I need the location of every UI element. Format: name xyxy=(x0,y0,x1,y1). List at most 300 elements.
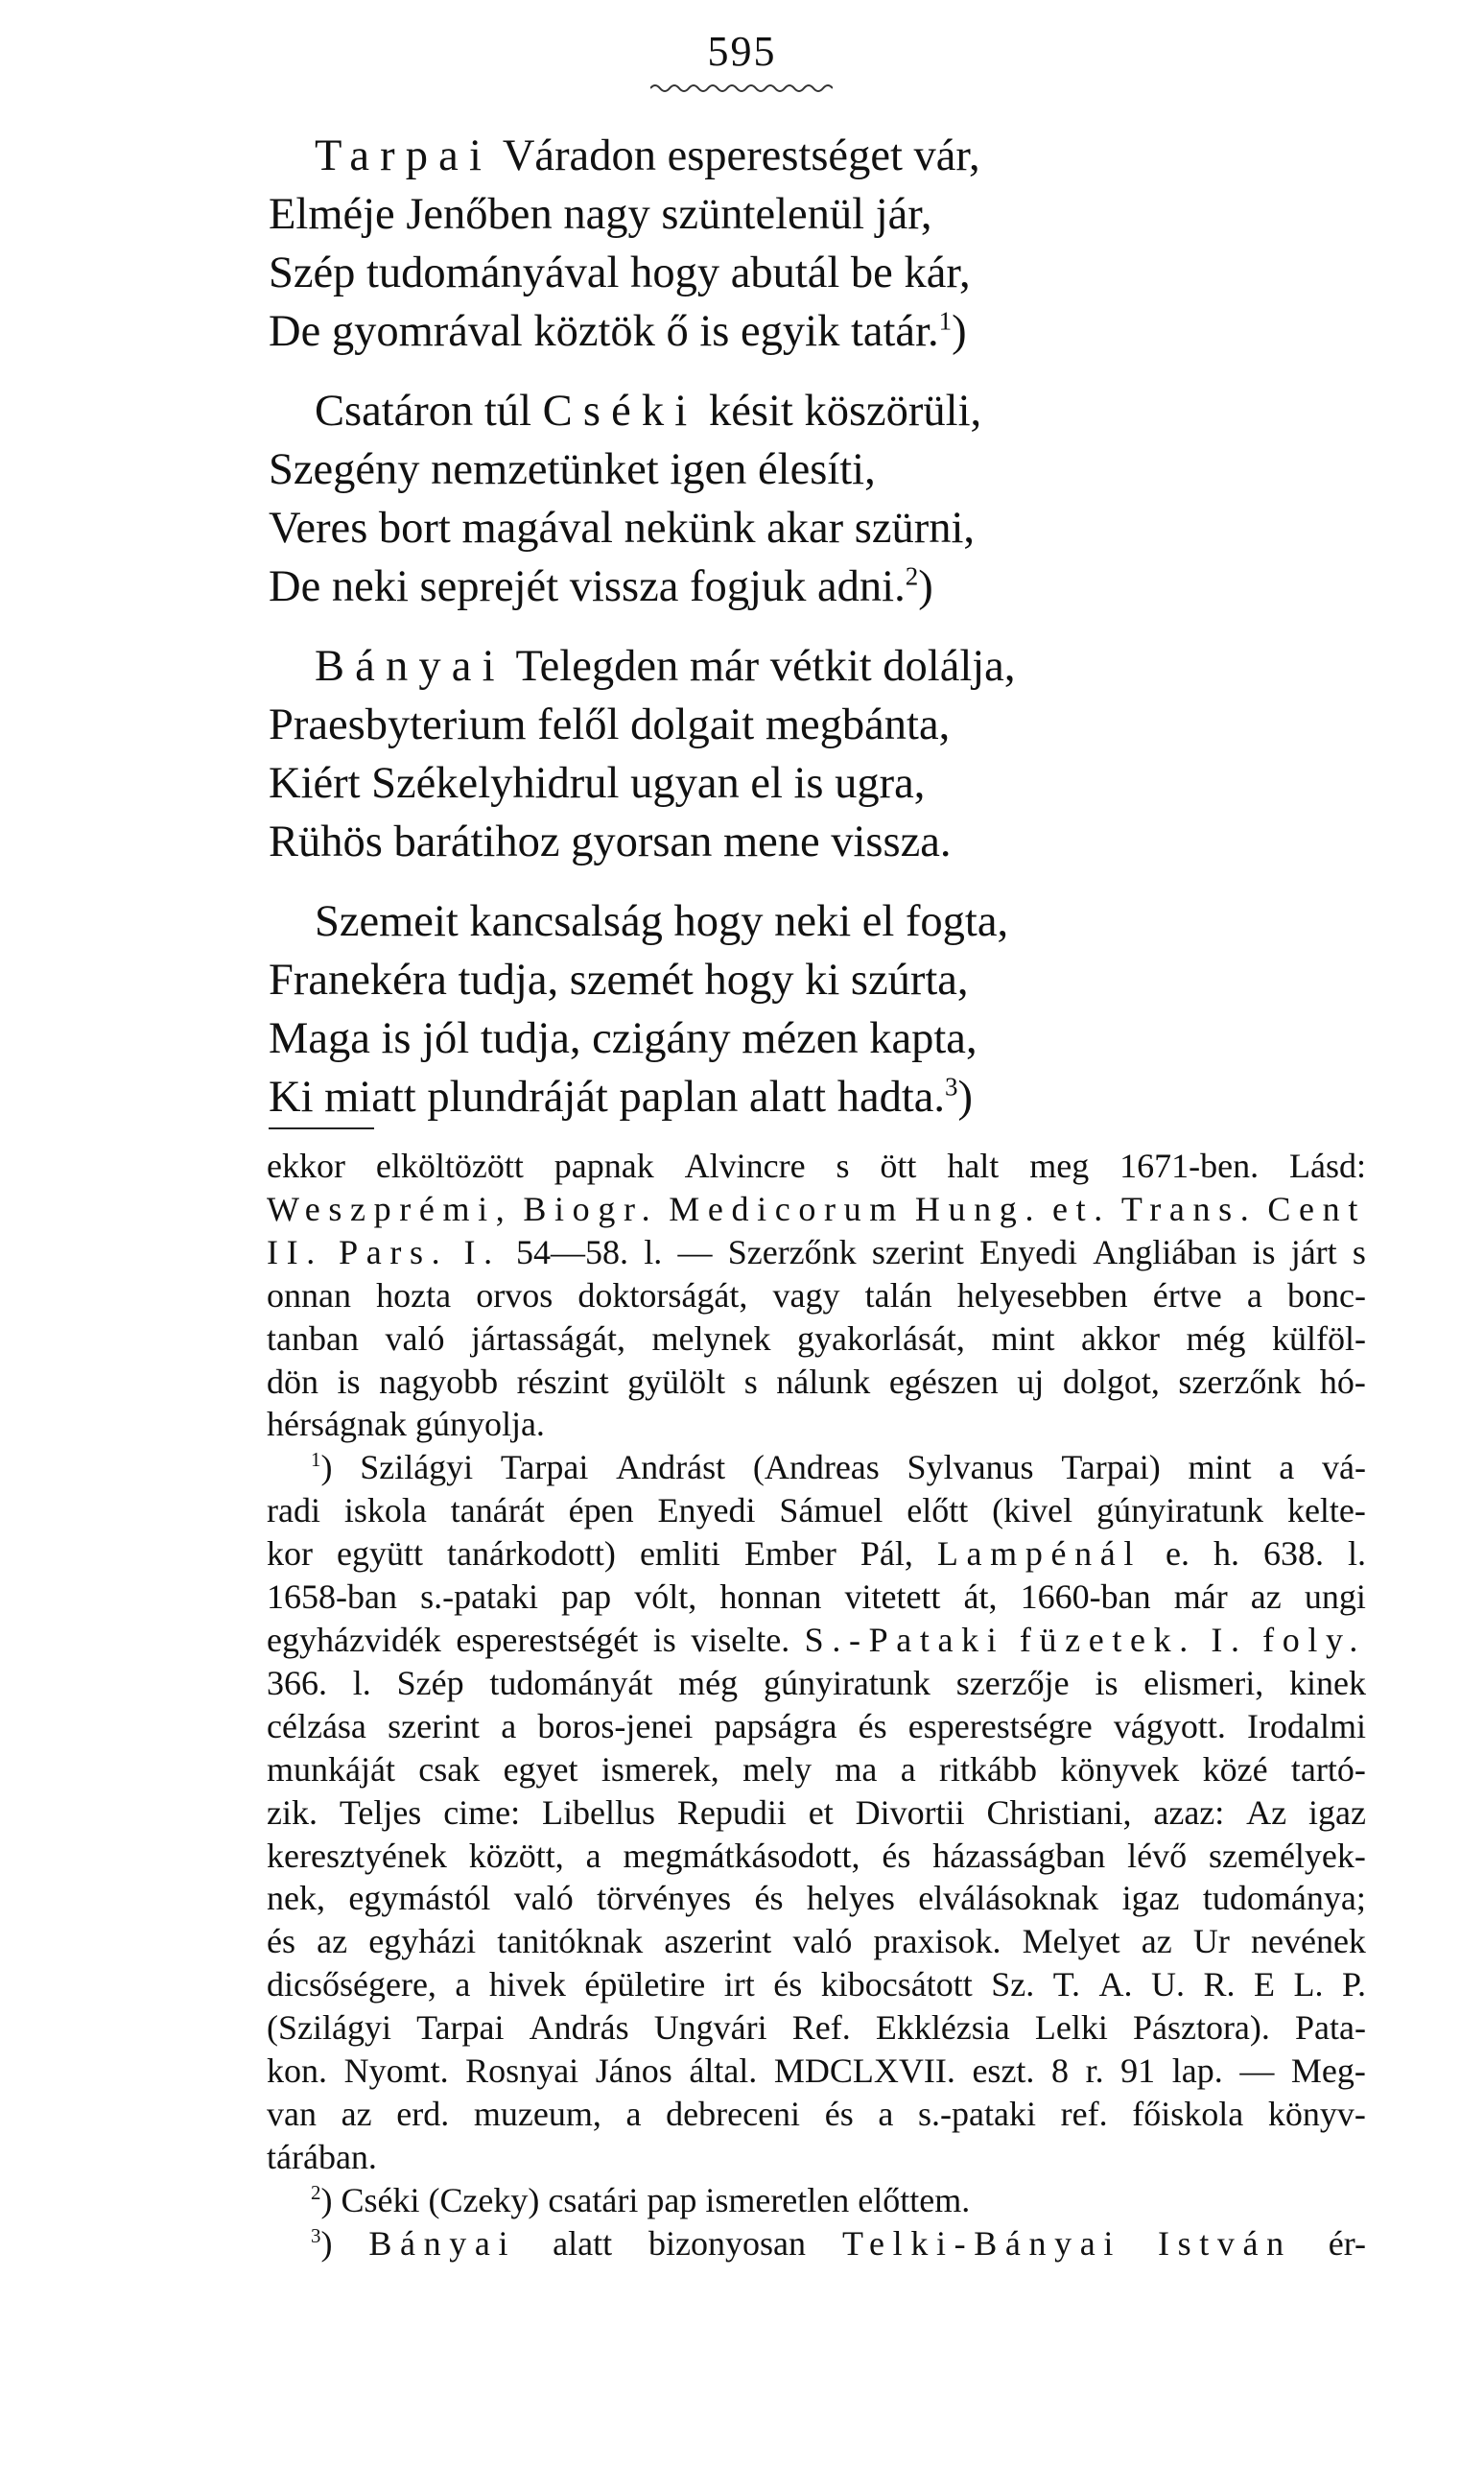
word: tartó- xyxy=(1290,1749,1366,1789)
word: van xyxy=(267,2094,317,2133)
word: János xyxy=(595,2051,672,2091)
word: nálunk xyxy=(776,1362,871,1401)
word: melynek xyxy=(651,1318,771,1358)
word: könyv- xyxy=(1267,2094,1366,2133)
line-text: késit köszörüli, xyxy=(697,387,982,436)
word: e. xyxy=(1165,1534,1190,1574)
word: egyházi xyxy=(368,1922,477,1961)
word: kelte- xyxy=(1286,1491,1366,1530)
word: szerint xyxy=(871,1232,964,1271)
poem-line xyxy=(269,244,1228,302)
word: r. xyxy=(1085,2051,1104,2091)
word: l. xyxy=(1347,1534,1366,1574)
word: könyvek xyxy=(1060,1749,1180,1789)
word: Enyedi xyxy=(979,1232,1078,1271)
word: ) xyxy=(320,2223,333,2263)
word: aszerint xyxy=(664,1922,772,1961)
word: erd. xyxy=(396,2094,450,2133)
word: — xyxy=(1239,2051,1275,2091)
word: h. xyxy=(1213,1534,1239,1574)
footnote-line xyxy=(267,2093,1366,2136)
word: értve xyxy=(1152,1275,1222,1315)
word: mint xyxy=(1188,1448,1252,1487)
word: át, xyxy=(963,1577,998,1617)
word: kor xyxy=(267,1534,313,1574)
word: egészen xyxy=(888,1362,999,1401)
line-text: Elméje Jenőben nagy szüntelenül jár, xyxy=(269,190,932,239)
word: lap. xyxy=(1171,2051,1223,2091)
footnote-line xyxy=(267,1791,1366,1835)
word: 8 xyxy=(1051,2051,1069,2091)
word: MDCLXVII. xyxy=(773,2051,955,2091)
word: Pata- xyxy=(1295,2008,1366,2048)
poem-stanza xyxy=(269,637,1228,871)
footnote-marker: 3 xyxy=(311,2223,321,2247)
word: 1658-ban xyxy=(267,1577,397,1617)
word: azaz: xyxy=(1153,1792,1225,1832)
word: 54—58. xyxy=(516,1232,629,1271)
poem-line xyxy=(269,892,1228,951)
footnote-line xyxy=(267,1705,1366,1748)
word: az xyxy=(317,1922,348,1961)
word: előttem. xyxy=(858,2180,971,2219)
word: pap xyxy=(561,1577,612,1617)
line-text: ) xyxy=(952,307,967,356)
word: Pásztora). xyxy=(1132,2008,1270,2048)
poem-line xyxy=(269,1068,1228,1126)
word: célzása xyxy=(267,1706,366,1745)
word: dön xyxy=(267,1362,318,1401)
word: kon. xyxy=(267,2051,327,2091)
footnote-line xyxy=(267,1317,1366,1361)
footnote-marker: 2 xyxy=(311,2180,321,2204)
word: Medicorum xyxy=(669,1189,905,1228)
word: Alvincre xyxy=(684,1147,806,1185)
poem-line xyxy=(269,754,1228,813)
word: Cséki xyxy=(341,2180,429,2219)
word: Repudii xyxy=(676,1792,787,1832)
footnote-line xyxy=(267,1231,1366,1274)
word: Cent xyxy=(1267,1189,1366,1228)
word: ritkább xyxy=(939,1749,1037,1789)
word: Lásd: xyxy=(1288,1147,1366,1185)
line-text: Ki miatt plundráját paplan alatt hadta. xyxy=(269,1073,946,1122)
poem-line xyxy=(269,1009,1228,1068)
footnote-line xyxy=(267,2222,1366,2265)
word: Ref. xyxy=(791,2008,851,2048)
word: ismerek, xyxy=(601,1749,719,1789)
word: (kivel xyxy=(992,1491,1073,1530)
word: tanitóknak xyxy=(497,1922,644,1961)
footnote-line xyxy=(267,1274,1366,1317)
poem-line xyxy=(269,951,1228,1009)
line-text: Kiért Székelyhidrul ugyan el is ugra, xyxy=(269,759,926,808)
word: vá- xyxy=(1321,1448,1366,1487)
word: a xyxy=(501,1706,517,1745)
word: A. xyxy=(1098,1965,1133,2004)
word: Andrást xyxy=(616,1448,726,1487)
line-text: ) xyxy=(918,562,933,611)
footnote-line xyxy=(267,1662,1366,1705)
poem-line xyxy=(269,440,1228,499)
word: 91 xyxy=(1120,2051,1156,2091)
word: előtt xyxy=(907,1491,969,1530)
word: I. xyxy=(463,1232,501,1271)
word: Telki-Bányai xyxy=(841,2223,1122,2263)
word: II. xyxy=(267,1232,323,1271)
word: viselte. xyxy=(691,1620,790,1659)
poem xyxy=(269,127,1228,1148)
footnote-line xyxy=(267,1576,1366,1619)
poem-stanza xyxy=(269,892,1228,1126)
word: Szép xyxy=(396,1663,464,1702)
footnote-marker: 2 xyxy=(905,561,919,591)
footnote-line xyxy=(267,1877,1366,1920)
word: tanárát xyxy=(450,1491,545,1530)
word: 638. xyxy=(1262,1534,1324,1574)
word: tudományát xyxy=(489,1663,653,1702)
word: a xyxy=(455,1965,471,2004)
word: is xyxy=(1095,1663,1119,1702)
word: Szilágyi xyxy=(360,1448,474,1487)
word: között, xyxy=(468,1836,564,1875)
footnote-line xyxy=(267,1963,1366,2006)
line-text: ) xyxy=(957,1073,973,1122)
word: alatt xyxy=(553,2223,613,2263)
word: Ur xyxy=(1192,1922,1230,1961)
line-text: Váradon esperestséget vár, xyxy=(492,131,980,180)
word: Pál, xyxy=(860,1534,913,1574)
marker-group xyxy=(311,2222,332,2265)
word: nek, xyxy=(267,1879,325,1918)
word: egyházvidék xyxy=(267,1620,441,1659)
word: vólt, xyxy=(634,1577,697,1617)
word: Pars. xyxy=(339,1232,449,1271)
word: ér- xyxy=(1328,2223,1366,2263)
word: tárában. xyxy=(267,2137,377,2176)
line-text: Veres bort magával nekünk akar szürni, xyxy=(269,504,975,553)
footnote xyxy=(267,2222,1366,2265)
word: (Andreas xyxy=(752,1448,880,1487)
word: hozta xyxy=(376,1275,452,1315)
word: való xyxy=(792,1922,853,1961)
word: P. xyxy=(1341,1965,1366,2004)
word: emliti xyxy=(639,1534,720,1574)
word: vágyott. xyxy=(1113,1706,1226,1745)
word: az xyxy=(1250,1577,1282,1617)
word: papságra xyxy=(714,1706,837,1745)
word: füzetek. xyxy=(1019,1620,1196,1659)
word: szerzője xyxy=(955,1663,1070,1702)
word: házasságban xyxy=(932,1836,1106,1875)
word: irt xyxy=(723,1965,755,2004)
word: tudománya; xyxy=(1202,1879,1366,1918)
word: esperestségre xyxy=(907,1706,1093,1745)
footnote-line xyxy=(267,1145,1366,1188)
word: E xyxy=(1253,1965,1275,2004)
word: hivek xyxy=(488,1965,566,2004)
poem-line xyxy=(269,302,1228,361)
word: 1660-ban xyxy=(1020,1577,1151,1617)
word: csak xyxy=(418,1749,481,1789)
word: helyesebben xyxy=(956,1275,1128,1315)
word: ekkor xyxy=(267,1147,345,1185)
word: honnan xyxy=(719,1577,822,1617)
word: Sz. xyxy=(991,1965,1035,2004)
word: a xyxy=(625,2094,642,2133)
word: U. xyxy=(1151,1965,1185,2004)
word: már xyxy=(1173,1577,1228,1617)
poem-line xyxy=(269,499,1228,557)
word: Weszprémi, xyxy=(267,1189,513,1228)
line-text: Franekéra tudja, szemét hogy ki szúrta, xyxy=(269,956,969,1005)
word: az xyxy=(1141,1922,1172,1961)
footnote-line xyxy=(267,1403,1366,1446)
word: ött xyxy=(880,1147,917,1185)
word: 1671-ben. xyxy=(1119,1147,1260,1185)
footnotes xyxy=(267,1145,1366,2265)
footnote-rule xyxy=(269,1127,374,1129)
word: gúnyiratunk xyxy=(1096,1491,1264,1530)
word: L. xyxy=(1293,1965,1324,2004)
footnote xyxy=(267,1446,1366,2178)
word: tanárkodott) xyxy=(446,1534,616,1574)
word: és xyxy=(754,1879,784,1918)
word: a xyxy=(878,2094,894,2133)
word: et xyxy=(808,1792,834,1832)
word: Sylvanus xyxy=(907,1448,1034,1487)
word: is xyxy=(337,1362,361,1401)
word: Biogr. xyxy=(523,1189,659,1228)
word: pap xyxy=(647,2180,706,2219)
word: munkáját xyxy=(267,1749,395,1789)
word: által. xyxy=(689,2051,758,2091)
word: (Szilágyi xyxy=(267,2008,391,2048)
word: igaz xyxy=(1121,1879,1180,1918)
line-text: Csatáron túl xyxy=(315,387,543,436)
word: boros-jenei xyxy=(537,1706,694,1745)
word: dicsőségere, xyxy=(267,1965,436,2004)
line-text: Telegden már vétkit dolálja, xyxy=(505,642,1016,691)
word: s xyxy=(1352,1232,1366,1271)
word: akkor xyxy=(1081,1318,1160,1358)
poem-stanza xyxy=(269,127,1228,361)
word: meg xyxy=(1029,1147,1090,1185)
poem-line xyxy=(269,813,1228,871)
word: radi xyxy=(267,1491,320,1530)
word: a xyxy=(900,1749,916,1789)
word: Libellus xyxy=(542,1792,656,1832)
word: tanban xyxy=(267,1318,359,1358)
word: ) xyxy=(320,1448,333,1487)
word: bizonyosan xyxy=(648,2223,806,2263)
word: Hung. xyxy=(914,1189,1043,1228)
word: praxisok. xyxy=(873,1922,1001,1961)
word: Tarpai xyxy=(416,2008,505,2048)
footnote-line xyxy=(267,2050,1366,2093)
word: ma xyxy=(835,1749,878,1789)
word: — xyxy=(677,1232,713,1271)
footnote-line xyxy=(267,1489,1366,1532)
word: vitetett xyxy=(844,1577,941,1617)
poem-stanza xyxy=(269,382,1228,616)
word: Enyedi xyxy=(657,1491,756,1530)
word: l. xyxy=(352,1663,371,1702)
poem-line xyxy=(269,637,1228,696)
word: keresztyének xyxy=(267,1836,447,1875)
word: még xyxy=(678,1663,739,1702)
word: doktorságát, xyxy=(577,1275,748,1315)
word: (Czeky) xyxy=(428,2180,549,2219)
word: esperestségét xyxy=(456,1620,639,1659)
word: Sámuel xyxy=(779,1491,883,1530)
word: gyakorlását, xyxy=(796,1318,965,1358)
word: onnan xyxy=(267,1275,351,1315)
word: és xyxy=(824,2094,854,2133)
word: Tarpai xyxy=(500,1448,589,1487)
word: Ungvári xyxy=(653,2008,767,2048)
word: szerint xyxy=(388,1706,481,1745)
word: mint xyxy=(991,1318,1055,1358)
footnote-line xyxy=(267,2006,1366,2050)
word: papnak xyxy=(554,1147,654,1185)
word: elköltözött xyxy=(375,1147,524,1185)
word: szerzőnk xyxy=(1178,1362,1302,1401)
word: nevének xyxy=(1250,1922,1366,1961)
word: András xyxy=(529,2008,629,2048)
word: Bányai xyxy=(368,2223,517,2263)
word: talán xyxy=(864,1275,932,1315)
footnote-line xyxy=(267,1361,1366,1404)
word: közé xyxy=(1202,1749,1268,1789)
word: zik. xyxy=(267,1792,318,1832)
word: I. xyxy=(1211,1620,1248,1659)
word: Melyet xyxy=(1022,1922,1120,1961)
word: ungi xyxy=(1304,1577,1366,1617)
word: Ember xyxy=(743,1534,836,1574)
word: együtt xyxy=(337,1534,423,1574)
word: iskola xyxy=(343,1491,427,1530)
word: igaz xyxy=(1308,1792,1366,1832)
footnote-line xyxy=(267,1532,1366,1576)
word: Rosnyai xyxy=(465,2051,579,2091)
word: Meg- xyxy=(1290,2051,1366,2091)
word: 366. xyxy=(267,1663,327,1702)
word: is xyxy=(652,1620,676,1659)
word: egyet xyxy=(503,1749,578,1789)
marker-group xyxy=(311,1446,332,1489)
word: elválásoknak xyxy=(918,1879,1099,1918)
word: Nyomt. xyxy=(343,2051,449,2091)
word: hérságnak xyxy=(267,1405,415,1444)
word: épületire xyxy=(584,1965,706,2004)
word: l. xyxy=(644,1232,663,1271)
spaced-name: Tarpai xyxy=(315,131,493,180)
word: részint xyxy=(516,1362,609,1401)
footnote-line xyxy=(267,1446,1366,1489)
word: a xyxy=(585,1836,601,1875)
spaced-name: Cséki xyxy=(542,387,698,436)
word: való xyxy=(385,1318,445,1358)
word: és xyxy=(267,1922,295,1961)
word: Irodalmi xyxy=(1247,1706,1366,1745)
word: még xyxy=(1186,1318,1246,1358)
word: csatári xyxy=(548,2180,648,2219)
spaced-name: Bányai xyxy=(315,642,506,691)
word: Divortii xyxy=(855,1792,965,1832)
word: vagy xyxy=(772,1275,840,1315)
footnote-line xyxy=(267,1748,1366,1791)
word: gyülölt xyxy=(627,1362,726,1401)
word: épen xyxy=(568,1491,634,1530)
line-text: Praesbyterium felől dolgait megbánta, xyxy=(269,700,951,749)
word: ismeretlen xyxy=(705,2180,859,2219)
word: és xyxy=(773,1965,803,2004)
word: kinek xyxy=(1289,1663,1366,1702)
line-text: Maga is jól tudja, czigány mézen kapta, xyxy=(269,1014,978,1063)
footnote-marker: 1 xyxy=(938,306,953,336)
word: gúnyolja. xyxy=(414,1405,545,1444)
line-text: De gyomrával köztök ő is egyik tatár. xyxy=(269,307,939,356)
footnote-line xyxy=(267,1188,1366,1231)
word: és xyxy=(858,1706,887,1745)
word: személyek- xyxy=(1208,1836,1366,1875)
word: hó- xyxy=(1319,1362,1366,1401)
footnote-marker: 3 xyxy=(945,1072,958,1102)
footnote xyxy=(267,2179,1366,2222)
footnote-line xyxy=(267,1619,1366,1662)
marker-group xyxy=(311,2179,341,2222)
word: orvos xyxy=(476,1275,554,1315)
word: Lelki xyxy=(1034,2008,1108,2048)
word: eszt. xyxy=(972,2051,1035,2091)
word: et. xyxy=(1052,1189,1111,1228)
line-text: Rühös barátihoz gyorsan mene vissza. xyxy=(269,818,952,866)
word: az xyxy=(341,2094,372,2133)
word: lévő xyxy=(1127,1836,1188,1875)
word: R. xyxy=(1203,1965,1236,2004)
line-text: Szegény nemzetünket igen élesíti, xyxy=(269,445,876,494)
word: ref. xyxy=(1060,2094,1108,2133)
word: bonc- xyxy=(1287,1275,1366,1315)
poem-line xyxy=(269,185,1228,244)
poem-line xyxy=(269,696,1228,754)
word: ) xyxy=(320,2180,342,2219)
word: Angliában xyxy=(1093,1232,1237,1271)
word: muzeum, xyxy=(473,2094,601,2133)
poem-line xyxy=(269,382,1228,440)
word: helyes xyxy=(806,1879,895,1918)
footnote-line xyxy=(267,2179,1366,2222)
word: Christiani, xyxy=(986,1792,1132,1832)
word: Trans. xyxy=(1120,1189,1258,1228)
footnote xyxy=(267,1145,1366,1446)
word: való xyxy=(513,1879,574,1918)
line-text: Szép tudományával hogy abutál be kár, xyxy=(269,249,971,297)
word: nagyobb xyxy=(379,1362,499,1401)
word: egymástól xyxy=(348,1879,491,1918)
word: Szerzőnk xyxy=(727,1232,857,1271)
word: T. xyxy=(1052,1965,1081,2004)
word: debreceni xyxy=(666,2094,801,2133)
word: cime: xyxy=(443,1792,521,1832)
word: s xyxy=(836,1147,850,1185)
line-text: Szemeit kancsalság hogy neki el fogta, xyxy=(315,897,1009,946)
word: a xyxy=(1279,1448,1295,1487)
word: Teljes xyxy=(339,1792,422,1832)
poem-line xyxy=(269,557,1228,616)
word: jártasságát, xyxy=(471,1318,625,1358)
